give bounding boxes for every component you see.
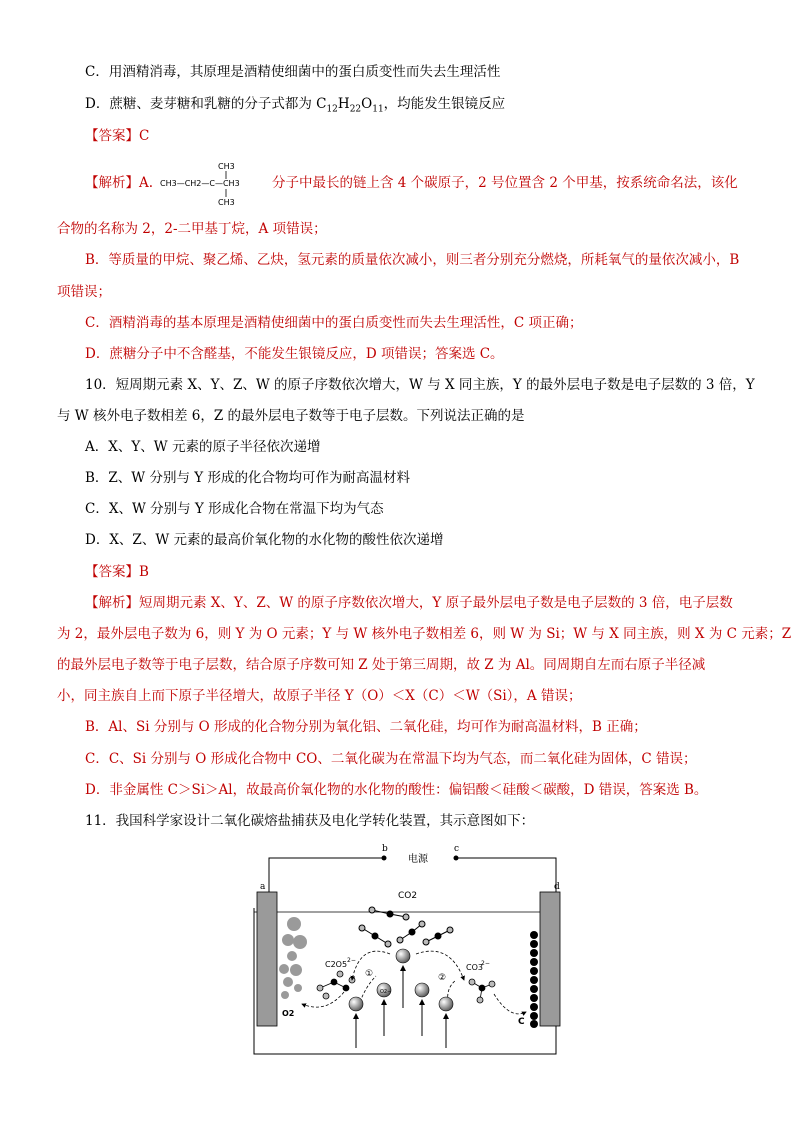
label-c2o5-charge: 2− xyxy=(347,957,356,964)
electrochemical-cell-diagram xyxy=(240,842,570,1060)
q9-analysis-d: D．蔗糖分子中不含醛基，不能发生银镜反应，D 项错误；答案选 C。 xyxy=(85,346,504,362)
label-step1: ① xyxy=(365,969,374,979)
label-o2ion: O2− xyxy=(380,989,392,995)
q9-analysis-label xyxy=(85,172,165,194)
electrode-a xyxy=(257,892,277,1026)
q9-option-d-tail: ，均能发生银镜反应 xyxy=(383,96,506,112)
q11-stem: 11．我国科学家设计二氧化碳熔盐捕获及电化学转化装置，其示意图如下： xyxy=(85,813,535,829)
q10-analysis-3: 的最外层电子数等于电子层数，结合原子序数可知 Z 处于第三周期，故 Z 为 Al。同周期自左而右原子半径减 xyxy=(57,657,706,673)
q9-option-d-sub3: 11 xyxy=(372,104,384,115)
q10-analysis-d: D．非金属性 C＞Si＞Al，故最高价氧化物的水化物的酸性：偏铝酸＜硅酸＜碳酸，D 错误，答案选 B。 xyxy=(85,782,708,798)
q10-option-b: B．Z、W 分别与 Y 形成的化合物均可作为耐高温材料 xyxy=(85,470,410,486)
label-co2: CO2 xyxy=(398,891,418,901)
path-o2ion-left xyxy=(360,976,376,1002)
q10-analysis-1 xyxy=(85,592,765,614)
terminal-b xyxy=(382,856,387,861)
answer-tag: 【答案】 xyxy=(85,564,139,580)
oxide-ions xyxy=(349,983,453,1011)
label-d: d xyxy=(554,882,560,892)
path-to-cathode xyxy=(494,994,526,1014)
q9-analysis-a-1: 分子中最长的链上含 4 个碳原子，2 号位置含 2 个甲基，按系统命名法，该化 xyxy=(272,175,738,191)
q10-option-c: C．X、W 分别与 Y 形成化合物在常温下均为气态 xyxy=(85,501,384,517)
q9-option-d-sub2: 22 xyxy=(349,104,362,115)
label-co3: CO3 xyxy=(466,963,483,972)
q9-analysis-b-2: 项错误； xyxy=(57,284,111,300)
q9-analysis-b-1: B．等质量的甲烷、聚乙烯、乙炔，氢元素的质量依次减小，则三者分别充分燃烧，所耗氧气的量依次减小，B xyxy=(85,252,740,268)
analysis-tag: 【解析】 xyxy=(85,175,139,191)
formula-chain: CH3—CH2—C—CH3 xyxy=(160,179,240,188)
upward-arrows xyxy=(356,1000,446,1048)
oxygen-bubbles xyxy=(279,917,307,999)
label-step2: ② xyxy=(438,973,447,983)
label-co3-charge: 2− xyxy=(481,960,490,967)
q10-stem-1: 10．短周期元素 X、Y、Z、W 的原子序数依次增大，W 与 X 同主族，Y 的最外层电子数是电子层数的 3 倍，Y xyxy=(85,377,755,393)
path-to-anode xyxy=(302,992,344,1007)
q10-analysis-4: 小，同主族自上而下原子半径增大，故原子半径 Y（O）＜X（C）＜W（Si），A 错误； xyxy=(57,688,582,704)
q9-option-d-sub1: 12 xyxy=(326,104,338,115)
q10-analysis-b: B．Al、Si 分别与 O 形成的化合物分别为氧化铝、二氧化硅，均可作为耐高温材料，B 正确； xyxy=(85,719,647,735)
structural-formula xyxy=(160,160,270,206)
label-b: b xyxy=(382,844,388,854)
co3-ion xyxy=(469,979,495,1003)
answer-value: B xyxy=(139,564,149,580)
carbon-deposit xyxy=(530,931,538,1028)
q9-option-d-h: H xyxy=(337,96,350,112)
answer-tag: 【答案】 xyxy=(85,128,139,144)
q9-analysis-c: C．酒精消毒的基本原理是酒精使细菌中的蛋白质变性而失去生理活性，C 项正确； xyxy=(85,315,583,331)
answer-value: C xyxy=(139,128,150,144)
wire-right xyxy=(456,858,556,892)
q10-stem-2: 与 W 核外电子数相差 6，Z 的最外层电子数等于电子层数。下列说法正确的是 xyxy=(57,408,525,424)
q9-option-d-o: O xyxy=(361,96,373,112)
q10-option-a: A．X、Y、W 元素的原子半径依次递增 xyxy=(85,439,321,455)
q10-option-d: D．X、Z、W 元素的最高价氧化物的水化物的酸性依次递增 xyxy=(85,532,444,548)
q9-option-d-text: D．蔗糖、麦芽糖和乳糖的分子式都为 C xyxy=(85,96,327,112)
label-c: c xyxy=(454,844,460,854)
q9-analysis-a-2: 合物的名称为 2，2-二甲基丁烷，A 项错误； xyxy=(57,221,327,237)
terminal-c xyxy=(454,856,459,861)
q9-option-d xyxy=(85,93,765,115)
electrode-d xyxy=(540,892,560,1026)
analysis-a-prefix: A. xyxy=(139,175,154,191)
formula-ch3-top: CH3 xyxy=(218,162,235,171)
q10-analysis-c: C．C、Si 分别与 O 形成化合物中 CO、二氧化碳为在常温下均为气态，而二氧化硅为固体，C 错误； xyxy=(85,751,697,767)
q9-answer xyxy=(85,125,765,147)
wire-left xyxy=(269,858,384,892)
analysis-tag: 【解析】 xyxy=(85,595,139,611)
label-o2: O2 xyxy=(282,1009,295,1018)
q10-answer xyxy=(85,561,765,583)
analysis-text: 短周期元素 X、Y、Z、W 的原子序数依次增大，Y 原子最外层电子数是电子层数的 3 倍，电子层数 xyxy=(139,595,733,611)
label-c-product: C xyxy=(518,1017,525,1027)
label-c2o5: C2O5 xyxy=(325,960,348,969)
formula-ch3-bottom: CH3 xyxy=(218,198,235,206)
label-a: a xyxy=(260,882,266,892)
vessel xyxy=(254,908,556,1054)
q10-analysis-2: 为 2，最外层电子数为 6，则 Y 为 O 元素；Y 与 W 核外电子数相差 6，则 W 为 Si；W 与 X 同主族，则 X 为 C 元素；Z xyxy=(57,626,792,642)
co2-molecules xyxy=(359,907,453,947)
c2o5-ion xyxy=(317,971,355,999)
label-power: 电源 xyxy=(408,854,428,865)
oxide-ion-center xyxy=(396,949,410,963)
q9-option-c: C．用酒精消毒，其原理是酒精使细菌中的蛋白质变性而失去生理活性 xyxy=(85,64,501,80)
